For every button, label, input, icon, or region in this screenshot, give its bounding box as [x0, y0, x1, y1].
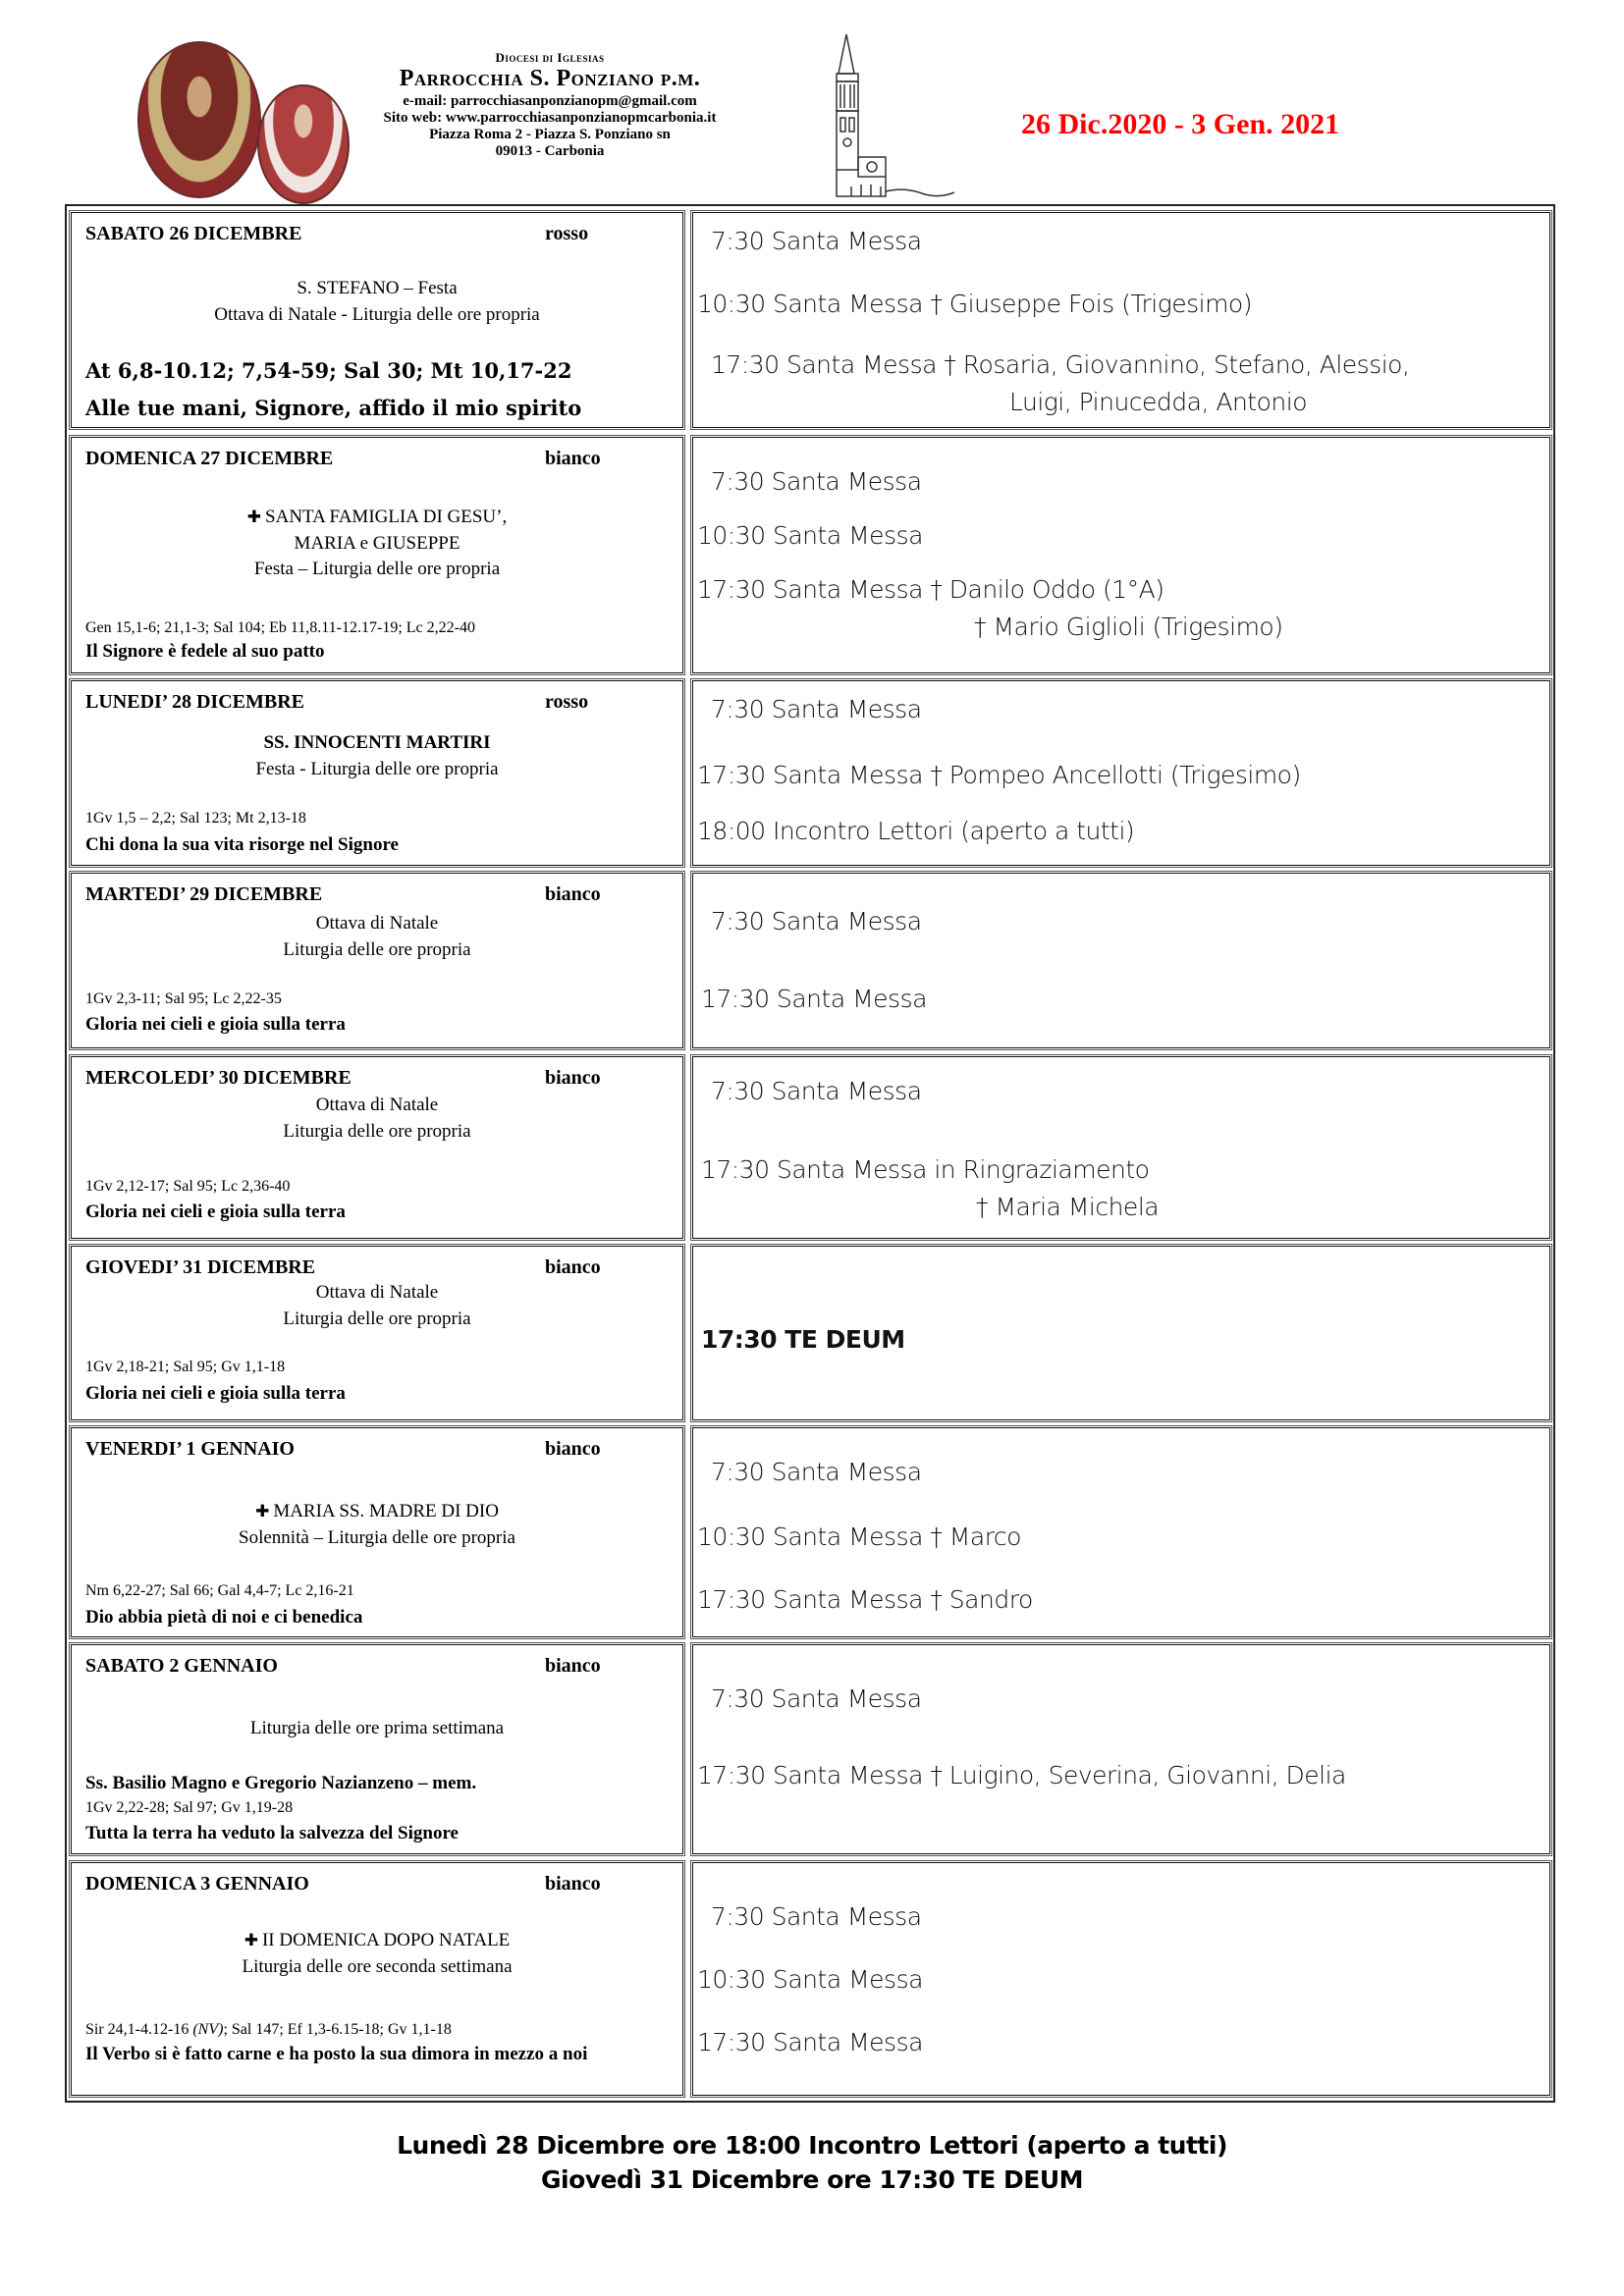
day-label: LUNEDI’ 28 DICEMBRE	[85, 691, 304, 713]
celebration-line: Solennità – Liturgia delle ore propria	[239, 1526, 515, 1548]
services-cell	[690, 1244, 1552, 1422]
celebration-line: Liturgia delle ore propria	[283, 1120, 471, 1142]
week-period: 26 Dic.2020 - 3 Gen. 2021	[1021, 108, 1340, 140]
service-item: 10:30 Santa Messa † Marco	[697, 1522, 1021, 1551]
readings: 1Gv 1,5 – 2,2; Sal 123; Mt 2,13-18	[85, 810, 306, 827]
readings: 1Gv 2,18-21; Sal 95; Gv 1,1-18	[85, 1359, 286, 1375]
service-item: 7:30 Santa Messa	[711, 695, 922, 723]
service-item: 7:30 Santa Messa	[711, 1902, 922, 1931]
celebration-line: Ottava di Natale - Liturgia delle ore propria	[214, 303, 540, 325]
celebration	[72, 1928, 682, 1980]
celebration-line: Festa - Liturgia delle ore propria	[255, 758, 499, 779]
antiphon: Alle tue mani, Signore, affido il mio spirito	[85, 396, 582, 420]
service-item: 10:30 Santa Messa † Giuseppe Fois (Trigesimo)	[697, 290, 1252, 318]
service-item-continued: † Maria Michela	[976, 1193, 1160, 1221]
services-cell	[690, 678, 1552, 868]
saint-barbara-image	[257, 84, 350, 204]
liturgy-cell	[69, 435, 685, 675]
service-item: 7:30 Santa Messa	[711, 1684, 922, 1713]
liturgical-color: bianco	[545, 883, 601, 905]
parish-website: Sito web: www.parrocchiasanponzianopmcarbonia.it	[383, 109, 717, 126]
liturgy-cell	[69, 1054, 685, 1241]
parish-name: Parrocchia S. Ponziano p.m.	[399, 65, 701, 91]
antiphon: Chi dona la sua vita risorge nel Signore	[85, 834, 399, 855]
day-label: DOMENICA 27 DICEMBRE	[85, 448, 334, 469]
readings-part: Sir 24,1-4.12-16	[85, 2021, 193, 2038]
readings: Gen 15,1-6; 21,1-3; Sal 104; Eb 11,8.11-12.17-19; Lc 2,22-40	[85, 619, 475, 636]
readings: Nm 6,22-27; Sal 66; Gal 4,4-7; Lc 2,16-21	[85, 1582, 354, 1599]
liturgy-cell	[69, 1860, 685, 2098]
saint-ponziano-image	[137, 41, 261, 198]
services-cell	[690, 1425, 1552, 1639]
celebration-line: S. STEFANO – Festa	[297, 278, 458, 298]
celebration-line: Festa – Liturgia delle ore propria	[253, 559, 501, 580]
day-label: VENERDI’ 1 GENNAIO	[85, 1438, 295, 1460]
celebration-line: Ottava di Natale	[315, 913, 439, 934]
service-item: 7:30 Santa Messa	[711, 907, 922, 935]
service-item-continued: † Mario Giglioli (Trigesimo)	[974, 613, 1283, 641]
services-cell	[690, 1054, 1552, 1241]
service-item: 17:30 Santa Messa in Ringraziamento	[701, 1155, 1150, 1184]
liturgy-cell	[69, 1642, 685, 1856]
diocese-name: Diocesi di Iglesias	[495, 50, 605, 65]
day-label: DOMENICA 3 GENNAIO	[85, 1873, 309, 1895]
celebration-line: Liturgia delle ore propria	[283, 938, 471, 960]
celebration-line: Liturgia delle ore propria	[283, 1308, 471, 1329]
celebration-line: II DOMENICA DOPO NATALE	[261, 1930, 511, 1950]
antiphon: Gloria nei cieli e gioia sulla terra	[85, 1201, 346, 1222]
footer-notice-1: Lunedì 28 Dicembre ore 18:00 Incontro Lettori (aperto a tutti)	[397, 2131, 1227, 2160]
readings	[85, 2020, 452, 2041]
service-item: 7:30 Santa Messa	[711, 227, 922, 255]
services-cell	[690, 871, 1552, 1050]
bell-tower-drawing	[827, 29, 994, 201]
liturgical-color: bianco	[545, 1873, 601, 1895]
page-header	[0, 0, 1624, 201]
cross-icon: ✚	[246, 507, 262, 527]
readings: 1Gv 2,3-11; Sal 95; Lc 2,22-35	[85, 990, 282, 1007]
celebration	[72, 1280, 682, 1332]
liturgical-color: bianco	[545, 1655, 601, 1677]
services-cell	[690, 435, 1552, 675]
liturgical-color: rosso	[545, 691, 589, 713]
celebration	[72, 730, 682, 782]
service-item: 17:30 Santa Messa † Rosaria, Giovannino, Stefano, Alessio,	[711, 350, 1410, 379]
antiphon: Gloria nei cieli e gioia sulla terra	[85, 1383, 346, 1404]
service-item: 17:30 Santa Messa	[697, 2028, 923, 2056]
celebration-line: Liturgia delle ore prima settimana	[249, 1718, 505, 1738]
footer-notice-2: Giovedì 31 Dicembre ore 17:30 TE DEUM	[541, 2165, 1083, 2194]
services-cell	[690, 210, 1552, 430]
liturgy-cell	[69, 1425, 685, 1639]
cross-icon: ✚	[255, 1502, 270, 1522]
liturgical-color: rosso	[545, 223, 589, 244]
celebration	[72, 505, 682, 583]
liturgical-color: bianco	[545, 1067, 601, 1089]
day-label: SABATO 2 GENNAIO	[85, 1655, 278, 1677]
celebration-line: SANTA FAMIGLIA DI GESU’,	[265, 507, 508, 527]
celebration	[72, 1093, 682, 1145]
celebration-line: MARIA SS. MADRE DI DIO	[273, 1501, 499, 1522]
service-item: 7:30 Santa Messa	[711, 1458, 922, 1486]
day-label: MERCOLEDI’ 30 DICEMBRE	[85, 1067, 352, 1089]
parish-info	[344, 51, 756, 161]
liturgy-cell	[69, 210, 685, 430]
readings: At 6,8-10.12; 7,54-59; Sal 30; Mt 10,17-22	[85, 358, 572, 383]
service-item: 10:30 Santa Messa	[697, 1965, 923, 1994]
readings: 1Gv 2,12-17; Sal 95; Lc 2,36-40	[85, 1178, 291, 1195]
parish-email: e-mail: parrocchiasanponzianopm@gmail.com	[403, 92, 697, 109]
antiphon: Tutta la terra ha veduto la salvezza del Signore	[85, 1823, 459, 1843]
readings-part: ; Sal 147; Ef 1,3-6.15-18; Gv 1,1-18	[223, 2021, 452, 2038]
service-item: 17:30 Santa Messa † Luigino, Severina, Giovanni, Delia	[697, 1761, 1346, 1789]
memorial: Ss. Basilio Magno e Gregorio Nazianzeno – mem.	[85, 1773, 477, 1793]
antiphon: Il Verbo si è fatto carne e ha posto la sua dimora in mezzo a noi	[85, 2044, 588, 2064]
antiphon: Gloria nei cieli e gioia sulla terra	[85, 1014, 346, 1035]
day-label: SABATO 26 DICEMBRE	[85, 223, 302, 244]
service-item: 7:30 Santa Messa	[711, 467, 922, 496]
celebration-line: SS. INNOCENTI MARTIRI	[263, 732, 491, 753]
antiphon: Dio abbia pietà di noi e ci benedica	[85, 1607, 363, 1628]
service-item: 17:30 TE DEUM	[701, 1325, 905, 1354]
celebration	[72, 276, 682, 328]
parish-address: Piazza Roma 2 - Piazza S. Ponziano sn	[429, 127, 671, 143]
service-item: 10:30 Santa Messa	[697, 521, 923, 550]
readings: 1Gv 2,22-28; Sal 97; Gv 1,19-28	[85, 1799, 294, 1816]
service-item: 17:30 Santa Messa	[701, 985, 927, 1013]
parish-city: 09013 - Carbonia	[495, 143, 605, 160]
services-cell	[690, 1642, 1552, 1856]
liturgical-color: bianco	[545, 448, 601, 469]
celebration-line: MARIA e GIUSEPPE	[294, 532, 460, 554]
services-cell	[690, 1860, 1552, 2098]
day-label: GIOVEDI’ 31 DICEMBRE	[85, 1256, 316, 1278]
day-label: MARTEDI’ 29 DICEMBRE	[85, 883, 323, 905]
celebration-line: Liturgia delle ore seconda settimana	[242, 1955, 513, 1977]
readings-version: (NV)	[192, 2021, 224, 2038]
liturgical-color: bianco	[545, 1438, 601, 1460]
service-item: 17:30 Santa Messa † Sandro	[697, 1585, 1033, 1614]
liturgy-cell	[69, 871, 685, 1050]
liturgical-color: bianco	[545, 1256, 601, 1278]
service-item: 17:30 Santa Messa † Danilo Oddo (1°A)	[697, 575, 1164, 604]
celebration-line: Ottava di Natale	[315, 1095, 439, 1115]
celebration	[72, 1499, 682, 1551]
service-item-continued: Luigi, Pinucedda, Antonio	[1009, 388, 1307, 416]
antiphon: Il Signore è fedele al suo patto	[85, 641, 325, 662]
celebration	[72, 911, 682, 963]
service-item: 18:00 Incontro Lettori (aperto a tutti)	[697, 817, 1135, 845]
cross-icon: ✚	[244, 1931, 258, 1950]
service-item: 7:30 Santa Messa	[711, 1077, 922, 1105]
service-item: 17:30 Santa Messa † Pompeo Ancellotti (Trigesimo)	[697, 761, 1301, 789]
liturgy-cell	[69, 1244, 685, 1422]
celebration-line: Ottava di Natale	[315, 1282, 439, 1303]
celebration	[72, 1716, 682, 1742]
liturgy-cell	[69, 678, 685, 868]
